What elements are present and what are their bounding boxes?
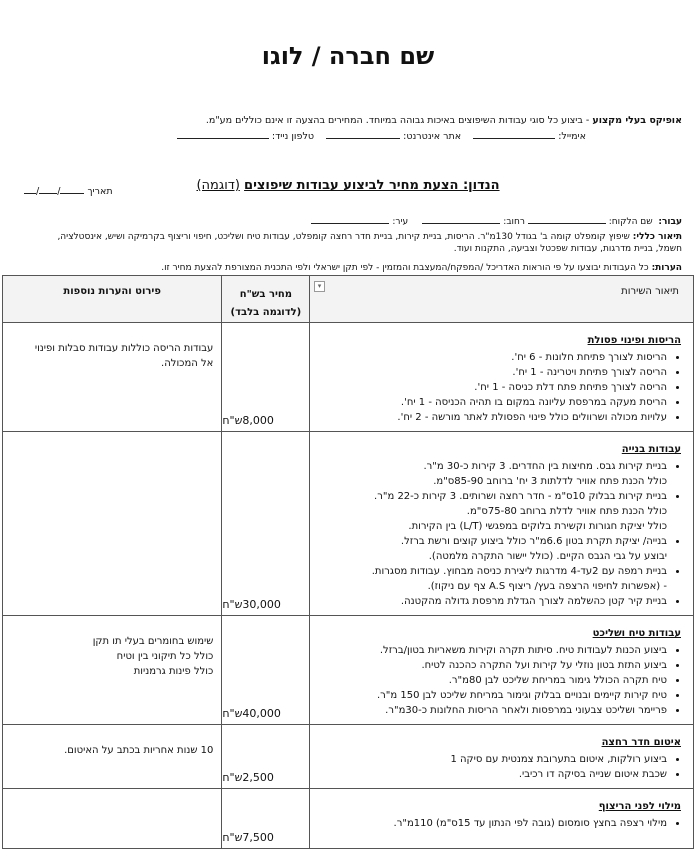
subject-text: הנדון: הצעת מחיר לביצוע עבודות שיפוצים xyxy=(244,178,500,193)
list-item-continuation: - (אפשרות לחיפוי הרצפה בעץ/ ריצוף A.S צף עם ניקוז). xyxy=(427,581,667,592)
service-description-cell xyxy=(310,432,694,616)
list-item xyxy=(316,752,667,767)
remarks-text: כל העבודות יבוצעו על פי הוראות האדריכל /המפקח/המעצבת והמזמין - לפי תקן ישראלי ולפי התכנית המצורפת להצעת מחיר זו. xyxy=(161,263,649,273)
section-title: הריסות ופינוי פסולת xyxy=(587,335,681,346)
service-description-cell xyxy=(310,323,694,432)
notes-cell xyxy=(3,432,222,616)
general-description xyxy=(14,231,682,255)
list-item xyxy=(316,534,667,564)
list-item xyxy=(316,380,667,395)
email-label: אימייל: xyxy=(558,131,586,142)
price-cell: 2,500ש"ח xyxy=(222,725,310,789)
price-cell: 7,500ש"ח xyxy=(222,789,310,849)
contact-line xyxy=(14,129,586,142)
service-list xyxy=(316,643,681,718)
date-month-blank xyxy=(39,184,57,194)
note-line: עבודות הריסה כוללות עבודות סבלות ופינוי xyxy=(34,343,214,354)
street-label: רחוב: xyxy=(503,217,525,227)
list-item-text: • שכבת איטום שנייה בסיקה דו רכיבי. xyxy=(518,769,667,780)
list-item-continuation: יבוצע על גבי הגבס הקיים. (כולל יישור התקרה מלמטה). xyxy=(428,551,667,562)
table-row xyxy=(3,432,694,616)
list-item-continuation: כולל הכנת פתח אוויר לדלתות 3 יח' ברוחב 85-90ס"מ. xyxy=(433,476,667,487)
date-day-blank xyxy=(60,184,84,194)
customer-name-blank xyxy=(528,214,606,224)
list-item-text: • בנייה/ יציקת תקרת בטון 6.6מ"ר כולל ביצוע קוצים ורשת ברזל. xyxy=(400,536,667,547)
header-notes: פירוט והערות נוספות xyxy=(3,276,222,323)
list-item xyxy=(316,658,667,673)
list-item xyxy=(316,564,667,594)
list-item xyxy=(316,594,667,609)
list-item xyxy=(316,688,667,703)
customer-label: עבור: xyxy=(658,217,682,227)
date-year-blank xyxy=(24,184,36,194)
list-item-text: • טיח תקרה הכולל גימור במריחת שליכט לבן 80מ"ר. xyxy=(448,675,667,686)
list-item-text: • ביצוע התזת בטון נוזלי על קירות ועל התקרה כהכנה לטיח. xyxy=(421,660,667,671)
table-row xyxy=(3,323,694,432)
list-item xyxy=(316,767,667,782)
list-item-text: • מילוי רצפה בחצץ סומסום (גובה לפי הנתון עד 15ס"מ) 110מ"ר. xyxy=(393,818,667,829)
remarks-line xyxy=(14,262,682,274)
general-text-2: חשמל, בניית מדרגות, עבודות שפכטל וצביעה, התקנות ועוד. xyxy=(453,244,682,254)
note-line: כולל כל תיקוני בין וטיח xyxy=(116,651,214,662)
page-title: שם חברה / לוגו xyxy=(261,42,435,70)
email-blank xyxy=(473,129,555,139)
list-item-text: • ביצוע רולקות, איטום בתערובת צמנטית עם סיקה 1 xyxy=(450,754,667,765)
list-item-text: • בניית קירות גבס. מחיצות בין החדרים. 3 קירות כ-30 מ"ר. xyxy=(423,461,667,472)
remarks-label: הערות: xyxy=(651,263,682,273)
notes-cell xyxy=(3,789,222,849)
notes-cell xyxy=(3,616,222,725)
list-item xyxy=(316,703,667,718)
price-cell: 30,000ש"ח xyxy=(222,432,310,616)
price-table xyxy=(2,275,694,849)
list-item xyxy=(316,816,667,831)
note-line: כולל פינות גרמניות xyxy=(133,666,214,677)
notes-cell xyxy=(3,323,222,432)
table-row xyxy=(3,789,694,849)
service-list xyxy=(316,459,681,609)
list-item-text: • ביצוע הכנות לעבודות טיח. סיתות תקרה וקירות משאריות בטון/ברזל. xyxy=(379,645,667,656)
street-blank xyxy=(422,214,500,224)
list-item-text: • הריסה לצורך פתיחת ויטרינה - 1 יח'. xyxy=(512,367,667,378)
list-item-text: • הריסות לצורך פתיחת חלונות - 6 יח'. xyxy=(511,352,667,363)
customer-line xyxy=(14,214,682,228)
service-description-cell xyxy=(310,789,694,849)
header-description: תיאור השירות xyxy=(310,276,694,323)
list-item-text: • הריסת מעקה במרפסת עליונה במקום בו תהיה הכניסה - 1 יח'. xyxy=(400,397,667,408)
list-item-continuation: כולל הכנת פתח אוויר לדלת ברוחב 75-80ס"מ. xyxy=(466,506,667,517)
company-tagline xyxy=(14,115,682,126)
list-item xyxy=(316,643,667,658)
section-title: איטום חדר רחצה xyxy=(601,737,681,748)
table-row xyxy=(3,616,694,725)
table-body xyxy=(3,323,694,849)
list-item-text: • בניית קירות בבלוק 10ס"מ - חדר רחצה ושרותים. 3 קירות כ-22 מ"ר. xyxy=(374,491,667,502)
list-item-text: • עלויות מכולה ושרוולים כולל פינוי הפסולת לאתר מורשה - 2 יח'. xyxy=(397,412,667,423)
price-cell: 40,000ש"ח xyxy=(222,616,310,725)
table-row xyxy=(3,725,694,789)
list-item-text: • טיח קירות קיימים ובנויים בבלוק וגימור במריחת שליכט לבן 150 מ"ר. xyxy=(376,690,667,701)
phone-label: טלפון נייד: xyxy=(271,131,315,142)
list-item xyxy=(316,673,667,688)
website-blank xyxy=(326,129,400,139)
section-title: מילוי לפני הריצוף xyxy=(598,801,681,812)
section-title: עבודות בנייה xyxy=(621,444,681,455)
list-item-text: • הריסה לצורך פתיחת פתח דלת כניסה - 1 יח'. xyxy=(474,382,667,393)
service-description-cell xyxy=(310,616,694,725)
list-item xyxy=(316,489,667,534)
customer-name-label: שם הלקוח: xyxy=(608,217,653,227)
table-header-row xyxy=(3,276,694,323)
date-label: תאריך xyxy=(87,186,113,197)
list-item-text: • בניית קיר קטן כהשלמה לצורך הגדלת מרפסת גדולה מהקטנה. xyxy=(400,596,667,607)
company-name: אופיקס בעלי מקצוע xyxy=(592,115,682,126)
list-item-continuation: כולל יציקת חגורות וקשירת בלוקים במפגשי (L/T) בין הקירות. xyxy=(408,521,667,532)
general-label: תיאור כללי: xyxy=(632,232,682,242)
filter-dropdown-icon[interactable]: ▾ xyxy=(314,281,325,292)
notes-cell xyxy=(3,725,222,789)
service-list xyxy=(316,752,681,782)
list-item-text: • פריימר ושליכט צבעוני במרפסות ולאחר הריסות החלונות כ-30מ"ר. xyxy=(385,705,667,716)
note-line: אל המכולה. xyxy=(161,358,214,369)
price-cell: 8,000ש"ח xyxy=(222,323,310,432)
list-item-text: • בניית רמפה עם 2עד-4 מדרגות ליצירת כניסה מבחוץ. עבודות מסגרות. xyxy=(371,566,667,577)
city-label: עיר: xyxy=(392,217,409,227)
company-description: - ביצוע כל סוגי עבודות השיפוצים באיכות גבוהה במיוחד. המחירים בהצעה זו אינם כוללים מע"מ. xyxy=(205,115,593,126)
service-list xyxy=(316,350,681,425)
list-item xyxy=(316,459,667,489)
date-field: תאריך // xyxy=(24,184,113,197)
website-label: אתר אינטרנט: xyxy=(403,131,462,142)
note-line: שימוש בחומרים בעלי תו תקן xyxy=(92,636,214,647)
service-description-cell xyxy=(310,725,694,789)
list-item xyxy=(316,410,667,425)
phone-blank xyxy=(177,129,269,139)
list-item xyxy=(316,395,667,410)
subject-example: (דוגמה) xyxy=(196,178,240,193)
header-price: מחיר בש"ח (לדוגמה בלבד) xyxy=(222,276,310,323)
section-title: עבודות טיח ושליכט xyxy=(592,628,681,639)
city-blank xyxy=(311,214,389,224)
list-item xyxy=(316,350,667,365)
general-text: שיפוץ קומפלט קומה ב' בגודל 130מ"ר. הריסות, בניית קירות, בניית חדר רחצה קומפלט, עבודות טיח ושליכט, חיפוי וריצוף בקרמיקה ושיש, אינסטלציה, xyxy=(57,232,630,242)
list-item xyxy=(316,365,667,380)
note-line: 10 שנות אחריות בכתב על האיטום. xyxy=(64,745,214,756)
service-list xyxy=(316,816,681,831)
